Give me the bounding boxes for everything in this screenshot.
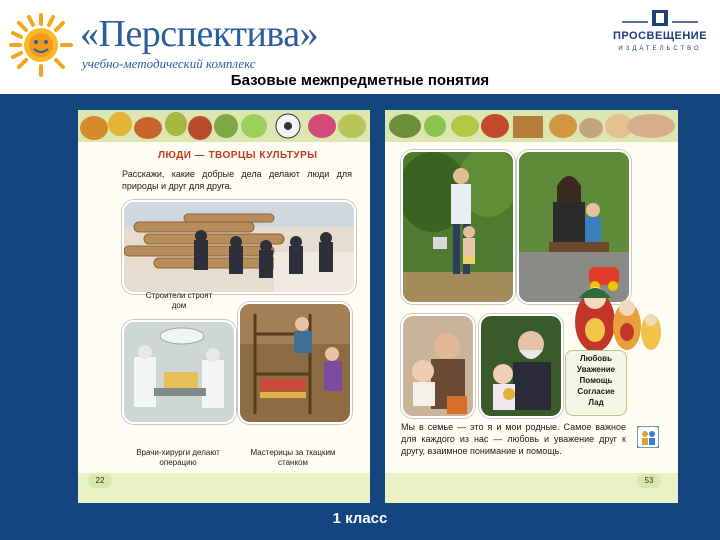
- publisher-name: ПРОСВЕЩЕНИЕ: [612, 30, 708, 42]
- grade-label: 1 класс: [332, 510, 388, 527]
- nature-strip-image: [385, 110, 678, 142]
- publisher-subtitle: ИЗДАТЕЛЬСТВО: [618, 46, 702, 52]
- caption-weavers: Мастерицы за ткацким станком: [250, 448, 336, 467]
- brand-subtitle: учебно-методический комплекс: [82, 56, 256, 71]
- surgeons-photo: [122, 320, 236, 424]
- matryoshka-image: [565, 274, 665, 354]
- concept-item: Лад: [588, 398, 604, 407]
- family-text: Мы в семье — это я и мои родные. Самое важное для каждого из нас — любовь и уважение друг к другу, взаимное понимание и помощь.: [401, 422, 626, 456]
- concept-item: Уважение: [576, 365, 616, 374]
- brand-title: «Перспектива»: [80, 13, 319, 55]
- weavers-photo: [238, 302, 352, 424]
- lesson-title: ЛЮДИ — ТВОРЦЫ КУЛЬТУРЫ: [158, 150, 318, 161]
- textbook-page-right: [385, 110, 678, 503]
- page-number-left: 22: [88, 474, 112, 488]
- father-baby-photo: [401, 314, 475, 418]
- textbook-page-left: [78, 110, 370, 503]
- concept-item: Помощь: [579, 376, 613, 385]
- sun-logo-icon: [8, 12, 74, 78]
- caption-builders: Строители строят дом: [145, 291, 213, 310]
- lead-text: Расскажи, какие добрые дела делают люди для природы и друг для друга.: [122, 169, 352, 191]
- concepts-list: [566, 353, 626, 408]
- concept-item: Согласие: [577, 387, 615, 396]
- builders-photo: [122, 200, 356, 294]
- slide-title: Базовые межпредметные понятия: [230, 72, 490, 89]
- page-bottom-band: [78, 473, 370, 503]
- grandfather-child-photo: [479, 314, 563, 418]
- page-bottom-band: [385, 473, 678, 503]
- page-number-right: 53: [637, 474, 661, 488]
- family-icon: [637, 426, 659, 448]
- family-outdoors-photo: [401, 150, 515, 304]
- caption-surgeons: Врачи-хирурги делают операцию: [136, 448, 220, 467]
- nature-strip-image: [78, 110, 370, 142]
- concept-item: Любовь: [579, 354, 612, 363]
